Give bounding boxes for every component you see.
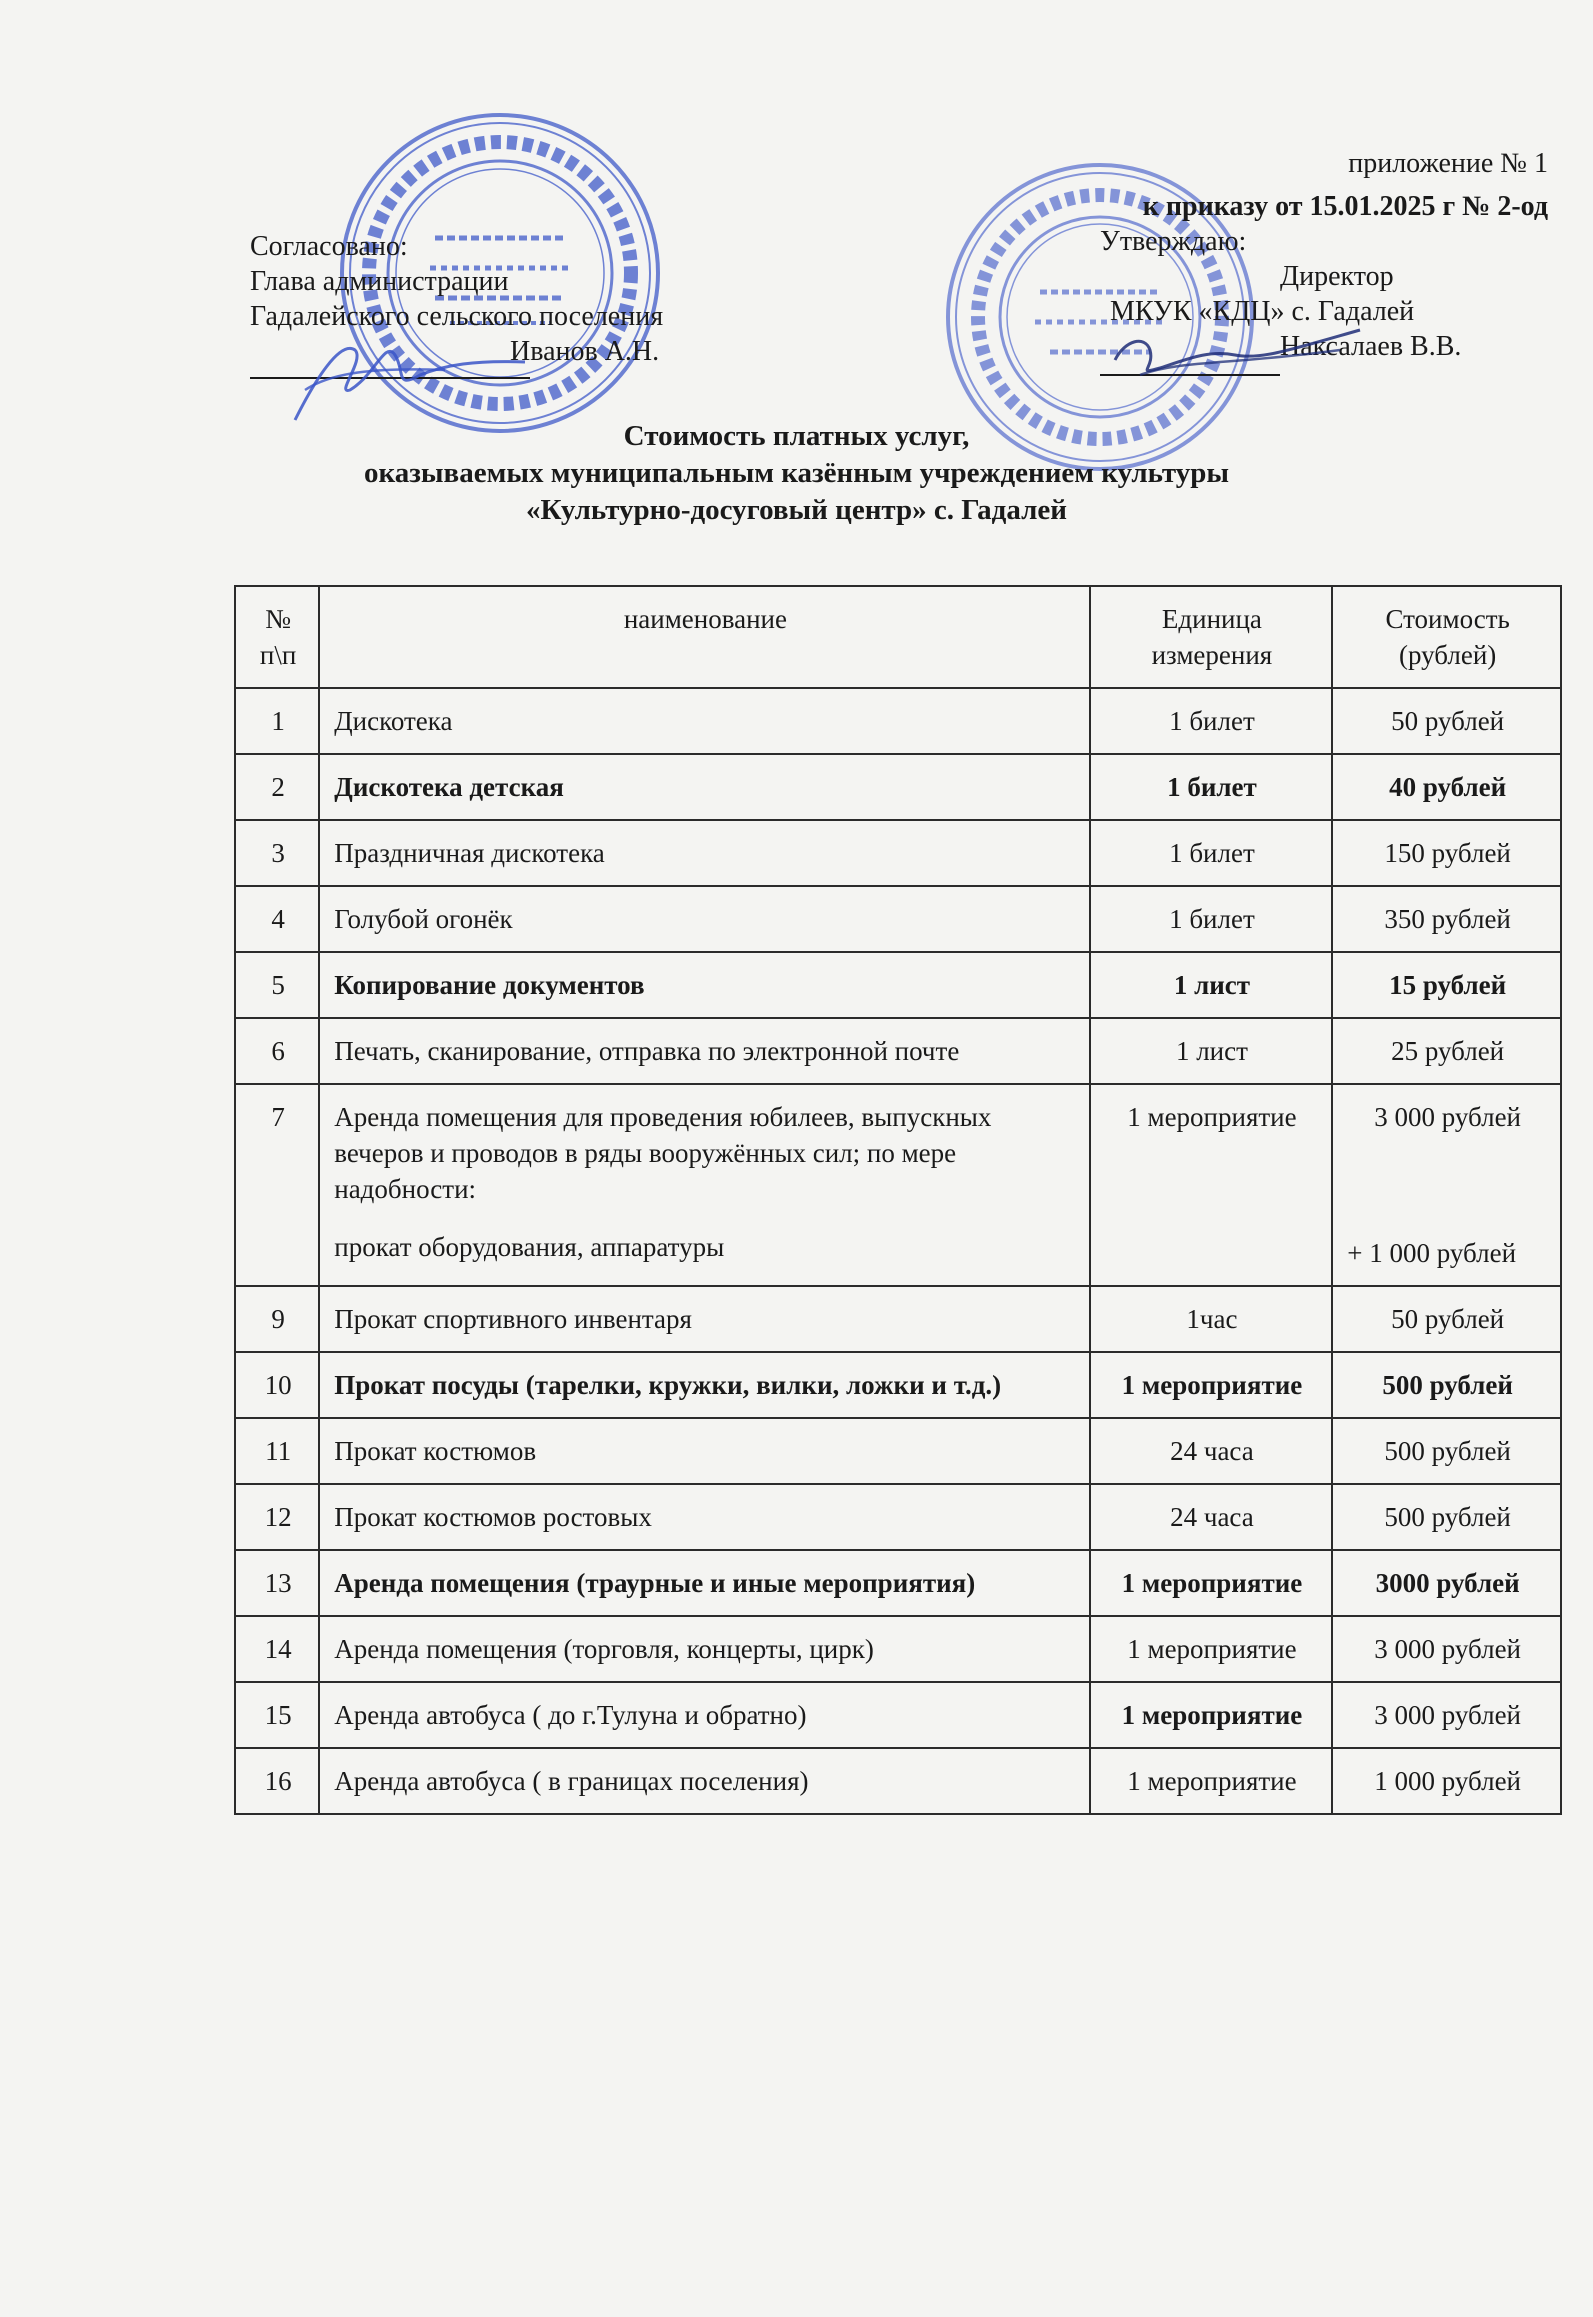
row-cost: 150 рублей [1332,820,1561,886]
table-row [235,1018,1561,1084]
approved-label: Утверждаю: [1100,226,1247,257]
agreed-label: Согласовано: [250,231,408,262]
title-line-2: оказываемых муниципальным казённым учреждением культуры [363,457,1230,489]
row-name: Аренда помещения (торговля, концерты, цирк) [319,1616,1089,1682]
row-cost: 25 рублей [1332,1018,1561,1084]
header-name: наименование [319,586,1089,688]
table-row [235,1682,1561,1748]
row-number: 7 [235,1084,319,1286]
row-cost: 3 000 рублей [1374,1102,1522,1132]
row-cost: 50 рублей [1332,688,1561,754]
row-number: 2 [235,754,319,820]
row-number: 10 [235,1352,319,1418]
row-cost: 3 000 рублей [1332,1682,1561,1748]
row-unit: 1 лист [1090,952,1333,1018]
order-reference: к приказу от 15.01.2025 г № 2-од [1142,191,1548,222]
table-row [235,1550,1561,1616]
row-unit: 1 мероприятие [1090,1084,1333,1286]
row-unit: 1 билет [1090,886,1333,952]
approved-name: Наксалаев В.В. [1280,331,1462,362]
row-name: Печать, сканирование, отправка по электронной почте [319,1018,1089,1084]
agreed-name: Иванов А.Н. [510,336,660,367]
title-line-3: «Культурно-досуговый центр» с. Гадалей [526,494,1067,526]
row-name: Прокат спортивного инвентаря [319,1286,1089,1352]
row-name: Голубой огонёк [319,886,1089,952]
row-number: 15 [235,1682,319,1748]
row-cost: 1 000 рублей [1332,1748,1561,1814]
agreed-signature [245,320,535,430]
document-title [0,418,1593,529]
row-number: 9 [235,1286,319,1352]
table-row [235,754,1561,820]
row-name: Аренда помещения для проведения юбилеев, выпускных вечеров и проводов в ряды вооружённых сил; по мере надобности: [334,1102,992,1204]
appendix-label: приложение № 1 [1348,148,1548,179]
row-name: Аренда автобуса ( до г.Тулуна и обратно) [319,1682,1089,1748]
header-unit: Единица измерения [1090,586,1333,688]
approved-signature [1100,320,1390,410]
row-number: 14 [235,1616,319,1682]
row-unit: 1 мероприятие [1090,1352,1333,1418]
row-name: Дискотека [319,688,1089,754]
row-unit: 1 мероприятие [1090,1550,1333,1616]
row-cost: 500 рублей [1332,1352,1561,1418]
table-row [235,820,1561,886]
row-cost: 350 рублей [1332,886,1561,952]
row-unit: 1 мероприятие [1090,1748,1333,1814]
row-unit: 1 мероприятие [1090,1682,1333,1748]
table-row [235,1084,1561,1286]
row-name: Прокат посуды (тарелки, кружки, вилки, ложки и т.д.) [319,1352,1089,1418]
row-name: Аренда помещения (траурные и иные мероприятия) [319,1550,1089,1616]
table-row [235,1616,1561,1682]
table-row [235,1418,1561,1484]
row-name-extra: прокат оборудования, аппаратуры [334,1232,725,1262]
row-name: Праздничная дискотека [319,820,1089,886]
header-number: № п\п [235,586,319,688]
table-row [235,688,1561,754]
row-number: 3 [235,820,319,886]
row-cost: 500 рублей [1332,1418,1561,1484]
title-line-1: Стоимость платных услуг, [623,420,970,452]
table-row [235,1748,1561,1814]
table-row [235,886,1561,952]
row-number: 1 [235,688,319,754]
row-unit: 1 лист [1090,1018,1333,1084]
table-row [235,1286,1561,1352]
row-cost: 500 рублей [1332,1484,1561,1550]
row-cost: 3 000 рублей [1332,1616,1561,1682]
row-unit: 1 билет [1090,820,1333,886]
agreed-org: Гадалейского сельского поселения [250,301,664,332]
row-name-cell [319,1084,1089,1286]
row-name: Дискотека детская [319,754,1089,820]
row-unit: 1час [1090,1286,1333,1352]
row-number: 12 [235,1484,319,1550]
row-cost-extra: + 1 000 рублей [1347,1238,1517,1268]
row-number: 6 [235,1018,319,1084]
row-number: 4 [235,886,319,952]
approved-position: Директор [1280,261,1394,292]
row-number: 11 [235,1418,319,1484]
row-number: 16 [235,1748,319,1814]
row-cost-cell [1332,1084,1561,1286]
row-unit: 1 билет [1090,754,1333,820]
row-cost: 15 рублей [1332,952,1561,1018]
row-number: 13 [235,1550,319,1616]
agreed-position: Глава администрации [250,266,509,297]
row-unit: 24 часа [1090,1484,1333,1550]
table-row [235,1352,1561,1418]
row-unit: 24 часа [1090,1418,1333,1484]
price-table [234,585,1562,1815]
header-cost: Стоимость (рублей) [1332,586,1561,688]
approved-org: МКУК «КДЦ» с. Гадалей [1110,296,1415,327]
row-cost: 50 рублей [1332,1286,1561,1352]
row-cost: 40 рублей [1332,754,1561,820]
table-header-row [235,586,1561,688]
table-row [235,952,1561,1018]
row-name: Прокат костюмов [319,1418,1089,1484]
table-row [235,1484,1561,1550]
row-unit: 1 мероприятие [1090,1616,1333,1682]
row-name: Копирование документов [319,952,1089,1018]
row-name: Прокат костюмов ростовых [319,1484,1089,1550]
row-cost: 3000 рублей [1332,1550,1561,1616]
row-unit: 1 билет [1090,688,1333,754]
row-number: 5 [235,952,319,1018]
row-name: Аренда автобуса ( в границах поселения) [319,1748,1089,1814]
